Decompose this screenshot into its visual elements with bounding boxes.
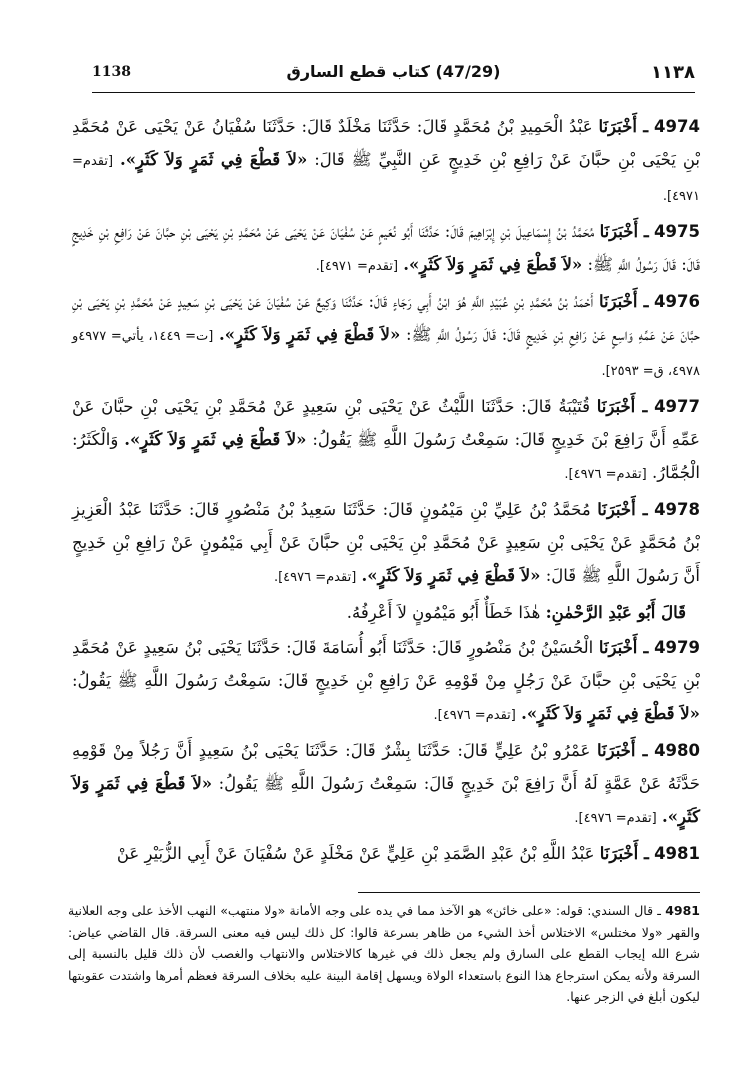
cross-reference: [تقدم= ٤٩٧٦]. bbox=[564, 467, 647, 482]
hadith-number: 4975 bbox=[654, 222, 700, 241]
hadith-number: 4977 bbox=[654, 397, 700, 416]
matn: «لاَ قَطْعَ فِي ثَمَرٍ وَلاَ كَثَرٍ». bbox=[124, 430, 307, 449]
running-title: (47/29) كتاب قطع السارق bbox=[286, 62, 501, 81]
cross-reference: [تقدم= ٤٩٧١]. bbox=[315, 259, 399, 274]
akhbarana: ـ أَخْبَرَنَا bbox=[598, 117, 649, 136]
akhbarana: ـ أَخْبَرَنَا bbox=[598, 292, 649, 311]
isnad-text: أَحْمَدُ بْنُ مُحَمَّدِ بْنِ عُبَيْدِ اللَّهِ هُوَ ابْنُ أَبِي رَجَاءٍ قَالَ: حَدَّثَنَا وَكِيعٌ عَنْ سُفْيَانَ عَنْ يَحْيَى بْنِ سَعِيدٍ عَنْ مُحَمَّدِ بْنِ يَحْيَى بْنِ حبَّانَ عَنْ عَمِّهِ وَاسِعٍ عَنْ رَافِعِ بْنِ خَدِيجٍ قَالَ: قَالَ رَسُولُ اللَّهِ ﷺ: bbox=[72, 292, 700, 344]
hadith-number: 4978 bbox=[654, 500, 701, 519]
isnad-text: مُحَمَّدُ بْنُ عَلِيِّ بْنِ مَيْمُونٍ قَالَ: حَدَّثَنَا سَعِيدُ بْنُ مَنْصُورٍ قَالَ: حَدَّثَنَا عَبْدُ الْعَزِيزِ بْنُ مُحَمَّدٍ عَنْ يَحْيَى بْنِ سَعِيدٍ عَنْ مُحَمَّدِ بْنِ يَحْيَى بْنِ حبَّانَ عَنْ أَبِي مَيْمُونٍ عَنْ رَافِعِ بْنِ خَدِيجٍ أَنَّ رَسُولَ اللَّهِ ﷺ قَالَ: bbox=[72, 500, 700, 585]
hadith-4974 bbox=[72, 110, 700, 213]
cross-reference: [تقدم= ٤٩٧١]. bbox=[72, 154, 700, 204]
footnote-text: ـ قال السندي: قوله: «على خائن» هو الآخذ مما في يده على وجه الأمانة «ولا منتهب» النهب الأخذ على وجه العلانية والقهر «ولا مختلس» الاختلاس أخذ الشيء من ظاهر بسرعة قالوا: كل ذلك ليس فيه معنى السرقة. قال القاضي عياض: شرع الله إيجاب القطع على السارق ولم يجعل ذلك في غيرها كالاختلاس والانتهاب والغصب لأن ذلك قليل بالنسبة إلى السرقة ولأنه يمكن استرجاع هذا النوع باستعداء الولاة ويسهل إقامة البينة عليه بخلاف السرقة فعظم أمرها واشتدت عقوبتها ليكون أبلغ في الزجر عنها. bbox=[68, 903, 700, 1004]
matn: «لاَ قَطْعَ فِي ثَمَرٍ وَلاَ كَثَرٍ». bbox=[361, 566, 541, 585]
page-number-latin: 1138 bbox=[92, 64, 131, 80]
akhbarana: ـ أَخْبَرَنَا bbox=[596, 741, 648, 760]
hadith-4981 bbox=[72, 837, 700, 870]
cross-reference: [تقدم= ٤٩٧٦]. bbox=[273, 570, 357, 585]
isnad-text: عَبْدُ الْحَمِيدِ بْنُ مُحَمَّدٍ قَالَ: حَدَّثَنَا مَخْلَدٌ قَالَ: حَدَّثَنَا سُفْيَانُ عَنْ يَحْيَى عَنْ مُحَمَّدِ بْنِ يَحْيَى بْنِ حبَّانَ عَنْ رَافِعِ بْنِ خَدِيجٍ عَنِ النَّبِيِّ ﷺ قَالَ: bbox=[72, 117, 701, 169]
akhbarana: ـ أَخْبَرَنَا bbox=[597, 500, 648, 519]
comment-label: قَالَ أَبُو عَبْدِ الرَّحْمٰنِ: bbox=[545, 603, 686, 622]
hadith-number: 4980 bbox=[654, 741, 700, 760]
hadith-number: 4981 bbox=[654, 844, 700, 863]
page-header bbox=[92, 62, 695, 88]
author-comment bbox=[72, 596, 700, 629]
isnad-text: قُتَيْبَةُ قَالَ: حَدَّثَنَا اللَّيْثُ عَنْ يَحْيَى بْنِ سَعِيدٍ عَنْ مُحَمَّدِ بْنِ يَحْيَى بْنِ حبَّانَ عَنْ عَمِّهِ أَنَّ رَافِعَ بْنَ خَدِيجٍ قَالَ: سَمِعْتُ رَسُولَ اللَّهِ ﷺ يَقُولُ: bbox=[72, 397, 700, 449]
hadith-4975 bbox=[72, 215, 700, 283]
hadith-4980 bbox=[72, 734, 700, 835]
cross-reference: [ت= ١٤٤٩، يأتي= ٤٩٧٧و ٤٩٧٨، ق= ٢٥٩٣]. bbox=[72, 329, 700, 379]
akhbarana: ـ أَخْبَرَنَا bbox=[599, 222, 649, 241]
isnad-text: عَمْرُو بْنُ عَلِيٍّ قَالَ: حَدَّثَنَا بِشْرٌ قَالَ: حَدَّثَنَا يَحْيَى بْنُ سَعِيدٍ أَنَّ رَجُلاً مِنْ قَوْمِهِ حَدَّثَهُ عَنْ عَمَّةٍ لَهُ أَنَّ رَافِعَ بْنَ خَدِيجٍ قَالَ: سَمِعْتُ رَسُولَ اللَّهِ ﷺ يَقُولُ: bbox=[72, 741, 700, 793]
gloss: وَالْكَثَرُ: الْجُمَّارُ. bbox=[72, 430, 700, 482]
matn: «لاَ قَطْعَ فِي ثَمَرٍ وَلاَ كَثَرٍ». bbox=[403, 255, 583, 274]
hadith-4977 bbox=[72, 390, 700, 491]
footnote bbox=[68, 900, 700, 1008]
akhbarana: ـ أَخْبَرَنَا bbox=[598, 638, 649, 657]
matn: «لاَ قَطْعَ فِي ثَمَرٍ وَلاَ كَثَرٍ». bbox=[219, 325, 401, 344]
akhbarana: ـ أَخْبَرَنَا bbox=[599, 844, 649, 863]
hadith-number: 4979 bbox=[654, 638, 700, 657]
cross-reference: [تقدم= ٤٩٧٦]. bbox=[433, 708, 516, 723]
matn: «لاَ قَطْعَ فِي ثَمَرٍ وَلاَ كَثَرٍ». bbox=[521, 704, 700, 723]
hadith-list bbox=[72, 110, 700, 872]
matn: «لاَ قَطْعَ فِي ثَمَرٍ وَلاَ كَثَرٍ». bbox=[119, 150, 308, 169]
isnad-text: الْحُسَيْنُ بْنُ مَنْصُورٍ قَالَ: حَدَّثَنَا أَبُو أُسَامَةَ قَالَ: حَدَّثَنَا يَحْيَى بْنُ سَعِيدٍ عَنْ مُحَمَّدِ بْنِ يَحْيَى بْنِ حبَّانَ عَنْ رَجُلٍ مِنْ قَوْمِهِ عَنْ رَافِعِ بْنِ خَدِيجٍ قَالَ: سَمِعْتُ رَسُولَ اللَّهِ ﷺ يَقُولُ: bbox=[72, 638, 700, 690]
akhbarana: ـ أَخْبَرَنَا bbox=[596, 397, 648, 416]
comment-text: هٰذَا خَطَأٌ أَبُو مَيْمُونٍ لاَ أَعْرِفُهُ. bbox=[346, 603, 541, 622]
footnote-rule bbox=[358, 892, 700, 893]
page-number-arabic: ١١٣٨ bbox=[651, 62, 695, 83]
hadith-4978 bbox=[72, 493, 700, 594]
footnote-number: 4981 bbox=[665, 903, 700, 918]
hadith-4976 bbox=[72, 285, 700, 388]
hadith-number: 4974 bbox=[654, 117, 700, 136]
isnad-text: عَبْدُ اللَّهِ بْنُ عَبْدِ الصَّمَدِ بْنِ عَلِيٍّ عَنْ مَخْلَدٍ عَنْ سُفْيَانَ عَنْ أَبِي الزُّبَيْرِ عَنْ bbox=[116, 844, 595, 863]
header-rule bbox=[92, 92, 695, 93]
matn: «لاَ قَطْعَ فِي ثَمَرٍ وَلاَ كَثَرٍ». bbox=[72, 774, 700, 826]
hadith-number: 4976 bbox=[654, 292, 700, 311]
hadith-4979 bbox=[72, 631, 700, 732]
cross-reference: [تقدم= ٤٩٧٦]. bbox=[574, 811, 657, 826]
isnad-text: مُحَمَّدُ بْنُ إِسْمَاعِيلَ بْنِ إِبْرَاهِيمَ قَالَ: حَدَّثَنَا أَبُو نُعَيمٍ عَنْ سُفْيَانَ عَنْ يَحْيَى عَنْ مُحَمَّدِ بْنِ يَحْيَى بْنِ حبَّانَ عَنْ رَافِعِ بْنِ خَدِيجٍ قَالَ: قَالَ رَسُولُ اللَّهِ ﷺ: bbox=[72, 222, 700, 274]
